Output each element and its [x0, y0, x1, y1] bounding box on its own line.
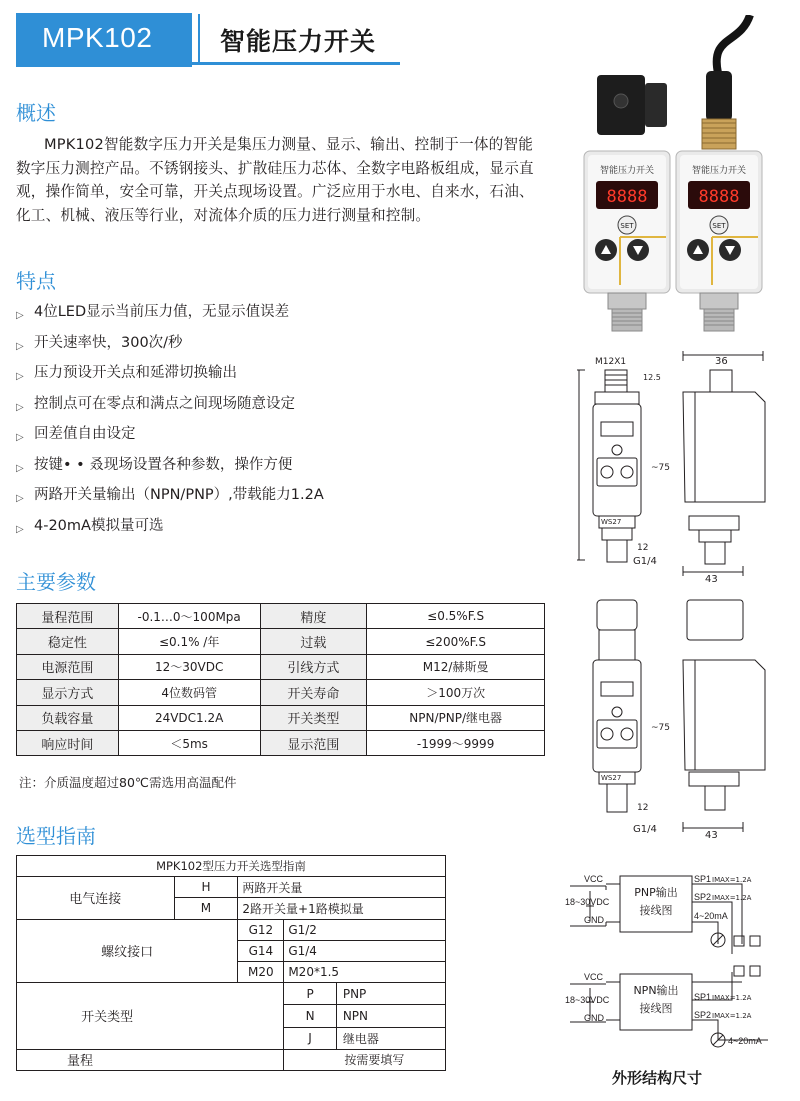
table-row: 稳定性 ≤0.1% /年 过载 ≤200%F.S — [17, 629, 545, 654]
guide-group-thread: 螺纹接口 — [17, 919, 238, 983]
svg-text:SP1: SP1 — [694, 874, 712, 884]
triangle-bullet-icon: ▷ — [16, 310, 24, 321]
svg-text:智能压力开关: 智能压力开关 — [691, 166, 747, 176]
svg-text:SP1: SP1 — [694, 992, 712, 1002]
svg-text:智能压力开关: 智能压力开关 — [599, 166, 655, 176]
feature-item: ▷ 压力预设开关点和延滞切换输出 — [16, 363, 324, 394]
table-row: 量程范围 -0.1…0～100Mpa 精度 ≤0.5%F.S — [17, 604, 545, 629]
guide-group-electrical: 电气连接 — [17, 877, 175, 919]
triangle-bullet-icon: ▷ — [16, 432, 24, 443]
header-underline — [192, 62, 400, 65]
overview-heading: 概述 — [16, 101, 56, 125]
wiring-diagrams — [560, 866, 800, 1061]
svg-text:~75: ~75 — [651, 463, 670, 473]
svg-text:IMAX=1.2A: IMAX=1.2A — [712, 994, 752, 1002]
model-name: MPK102 — [42, 22, 153, 53]
svg-text:M12X1: M12X1 — [595, 357, 627, 367]
svg-text:12: 12 — [637, 803, 649, 813]
overview-text: MPK102智能数字压力开关是集压力测量、显示、输出、控制于一体的智能数字压力测控产品。不锈钢接头、扩散硅压力芯体、全数字电路板组成，显示直观，操作简单，安全可靠，开关点现场设置。广泛应用于水电、自来水，石油、化工、机械、液压等行业，对流体介质的压力进行测量和控制。 — [16, 136, 534, 224]
table-row: 显示方式 4位数码管 开关寿命 ＞100万次 — [17, 680, 545, 705]
svg-text:GND: GND — [584, 1013, 604, 1023]
svg-text:8888: 8888 — [698, 187, 740, 207]
svg-text:12: 12 — [637, 543, 649, 553]
triangle-bullet-icon: ▷ — [16, 523, 24, 535]
triangle-bullet-icon: ▷ — [16, 462, 24, 474]
feature-item: ▷ 4位LED显示当前压力值，无显示值误差 — [16, 302, 324, 333]
device-right — [676, 15, 762, 331]
svg-text:43: 43 — [705, 574, 718, 585]
product-photo — [560, 15, 800, 345]
svg-text:4~20mA: 4~20mA — [728, 1036, 762, 1046]
guide-table-title: MPK102型压力开关选型指南 — [17, 856, 446, 877]
svg-text:PNP输出: PNP输出 — [634, 886, 678, 899]
svg-text:SP2: SP2 — [694, 1010, 712, 1020]
table-row: 负载容量 24VDC1.2A 开关类型 NPN/PNP/继电器 — [17, 705, 545, 730]
svg-text:18~30VDC: 18~30VDC — [565, 897, 610, 907]
table-row: 电源范围 12～30VDC 引线方式 M12/赫斯曼 — [17, 654, 545, 679]
svg-text:SP2: SP2 — [694, 892, 712, 902]
triangle-bullet-icon: ▷ — [16, 493, 24, 504]
svg-text:G1/4: G1/4 — [633, 556, 657, 567]
triangle-bullet-icon: ▷ — [16, 371, 24, 382]
triangle-bullet-icon: ▷ — [16, 340, 24, 352]
guide-heading: 选型指南 — [16, 824, 96, 848]
params-heading: 主要参数 — [16, 570, 96, 594]
svg-text:G1/4: G1/4 — [633, 824, 657, 835]
model-banner — [16, 13, 192, 67]
svg-text:WS27: WS27 — [601, 774, 622, 782]
svg-text:SET: SET — [620, 222, 634, 230]
svg-text:4~20mA: 4~20mA — [694, 911, 728, 921]
feature-item: ▷ 按键• • 叒现场设置各种参数，操作方便 — [16, 455, 324, 486]
device-left — [584, 75, 670, 331]
svg-text:WS27: WS27 — [601, 518, 622, 526]
feature-item: ▷ 开关速率快，300次/秒 — [16, 333, 324, 364]
header-divider — [198, 14, 200, 62]
table-row: 响应时间 ＜5ms 显示范围 -1999～9999 — [17, 730, 545, 755]
svg-text:VCC: VCC — [584, 874, 604, 884]
svg-text:GND: GND — [584, 915, 604, 925]
svg-text:~75: ~75 — [651, 723, 670, 733]
selection-guide-table: MPK102型压力开关选型指南 电气连接 H 两路开关量 M 2路开关量+1路模拟量 螺纹接口 G12 G1/2 G14 G1/4 M20 M20*1.5 开关类型 P PNP N NPN J 继电器 量程 按需要填写 — [16, 855, 446, 1071]
params-table — [16, 603, 545, 756]
svg-text:18~30VDC: 18~30VDC — [565, 995, 610, 1005]
params-note: 注：介质温度超过80℃需选用高温配件 — [19, 775, 237, 790]
svg-text:12.5: 12.5 — [643, 373, 661, 382]
drawing-caption: 外形结构尺寸 — [612, 1069, 703, 1087]
feature-item: ▷ 4-20mA模拟量可选 — [16, 516, 324, 547]
triangle-bullet-icon: ▷ — [16, 401, 24, 413]
features-list — [16, 302, 324, 546]
svg-text:接线图: 接线图 — [639, 1002, 673, 1015]
svg-text:IMAX=1.2A: IMAX=1.2A — [712, 876, 752, 884]
feature-item: ▷ 回差值自由设定 — [16, 424, 324, 455]
page-title: 智能压力开关 — [220, 27, 377, 56]
svg-text:IMAX=1.2A: IMAX=1.2A — [712, 894, 752, 902]
svg-text:接线图: 接线图 — [639, 904, 673, 917]
svg-text:NPN输出: NPN输出 — [633, 984, 679, 997]
feature-item: ▷ 两路开关量输出（NPN/PNP）,带载能力1.2A — [16, 485, 324, 516]
features-heading: 特点 — [16, 269, 56, 293]
svg-text:43: 43 — [705, 830, 718, 840]
svg-text:36: 36 — [715, 356, 728, 367]
svg-text:IMAX=1.2A: IMAX=1.2A — [712, 1012, 752, 1020]
guide-group-switch: 开关类型 — [17, 983, 284, 1050]
svg-text:VCC: VCC — [584, 972, 604, 982]
svg-text:8888: 8888 — [606, 187, 648, 207]
svg-text:SET: SET — [712, 222, 726, 230]
guide-group-range: 量程 — [17, 1049, 284, 1070]
feature-item: ▷ 控制点可在零点和满点之间现场随意设定 — [16, 394, 324, 425]
dimension-drawings — [575, 350, 800, 840]
